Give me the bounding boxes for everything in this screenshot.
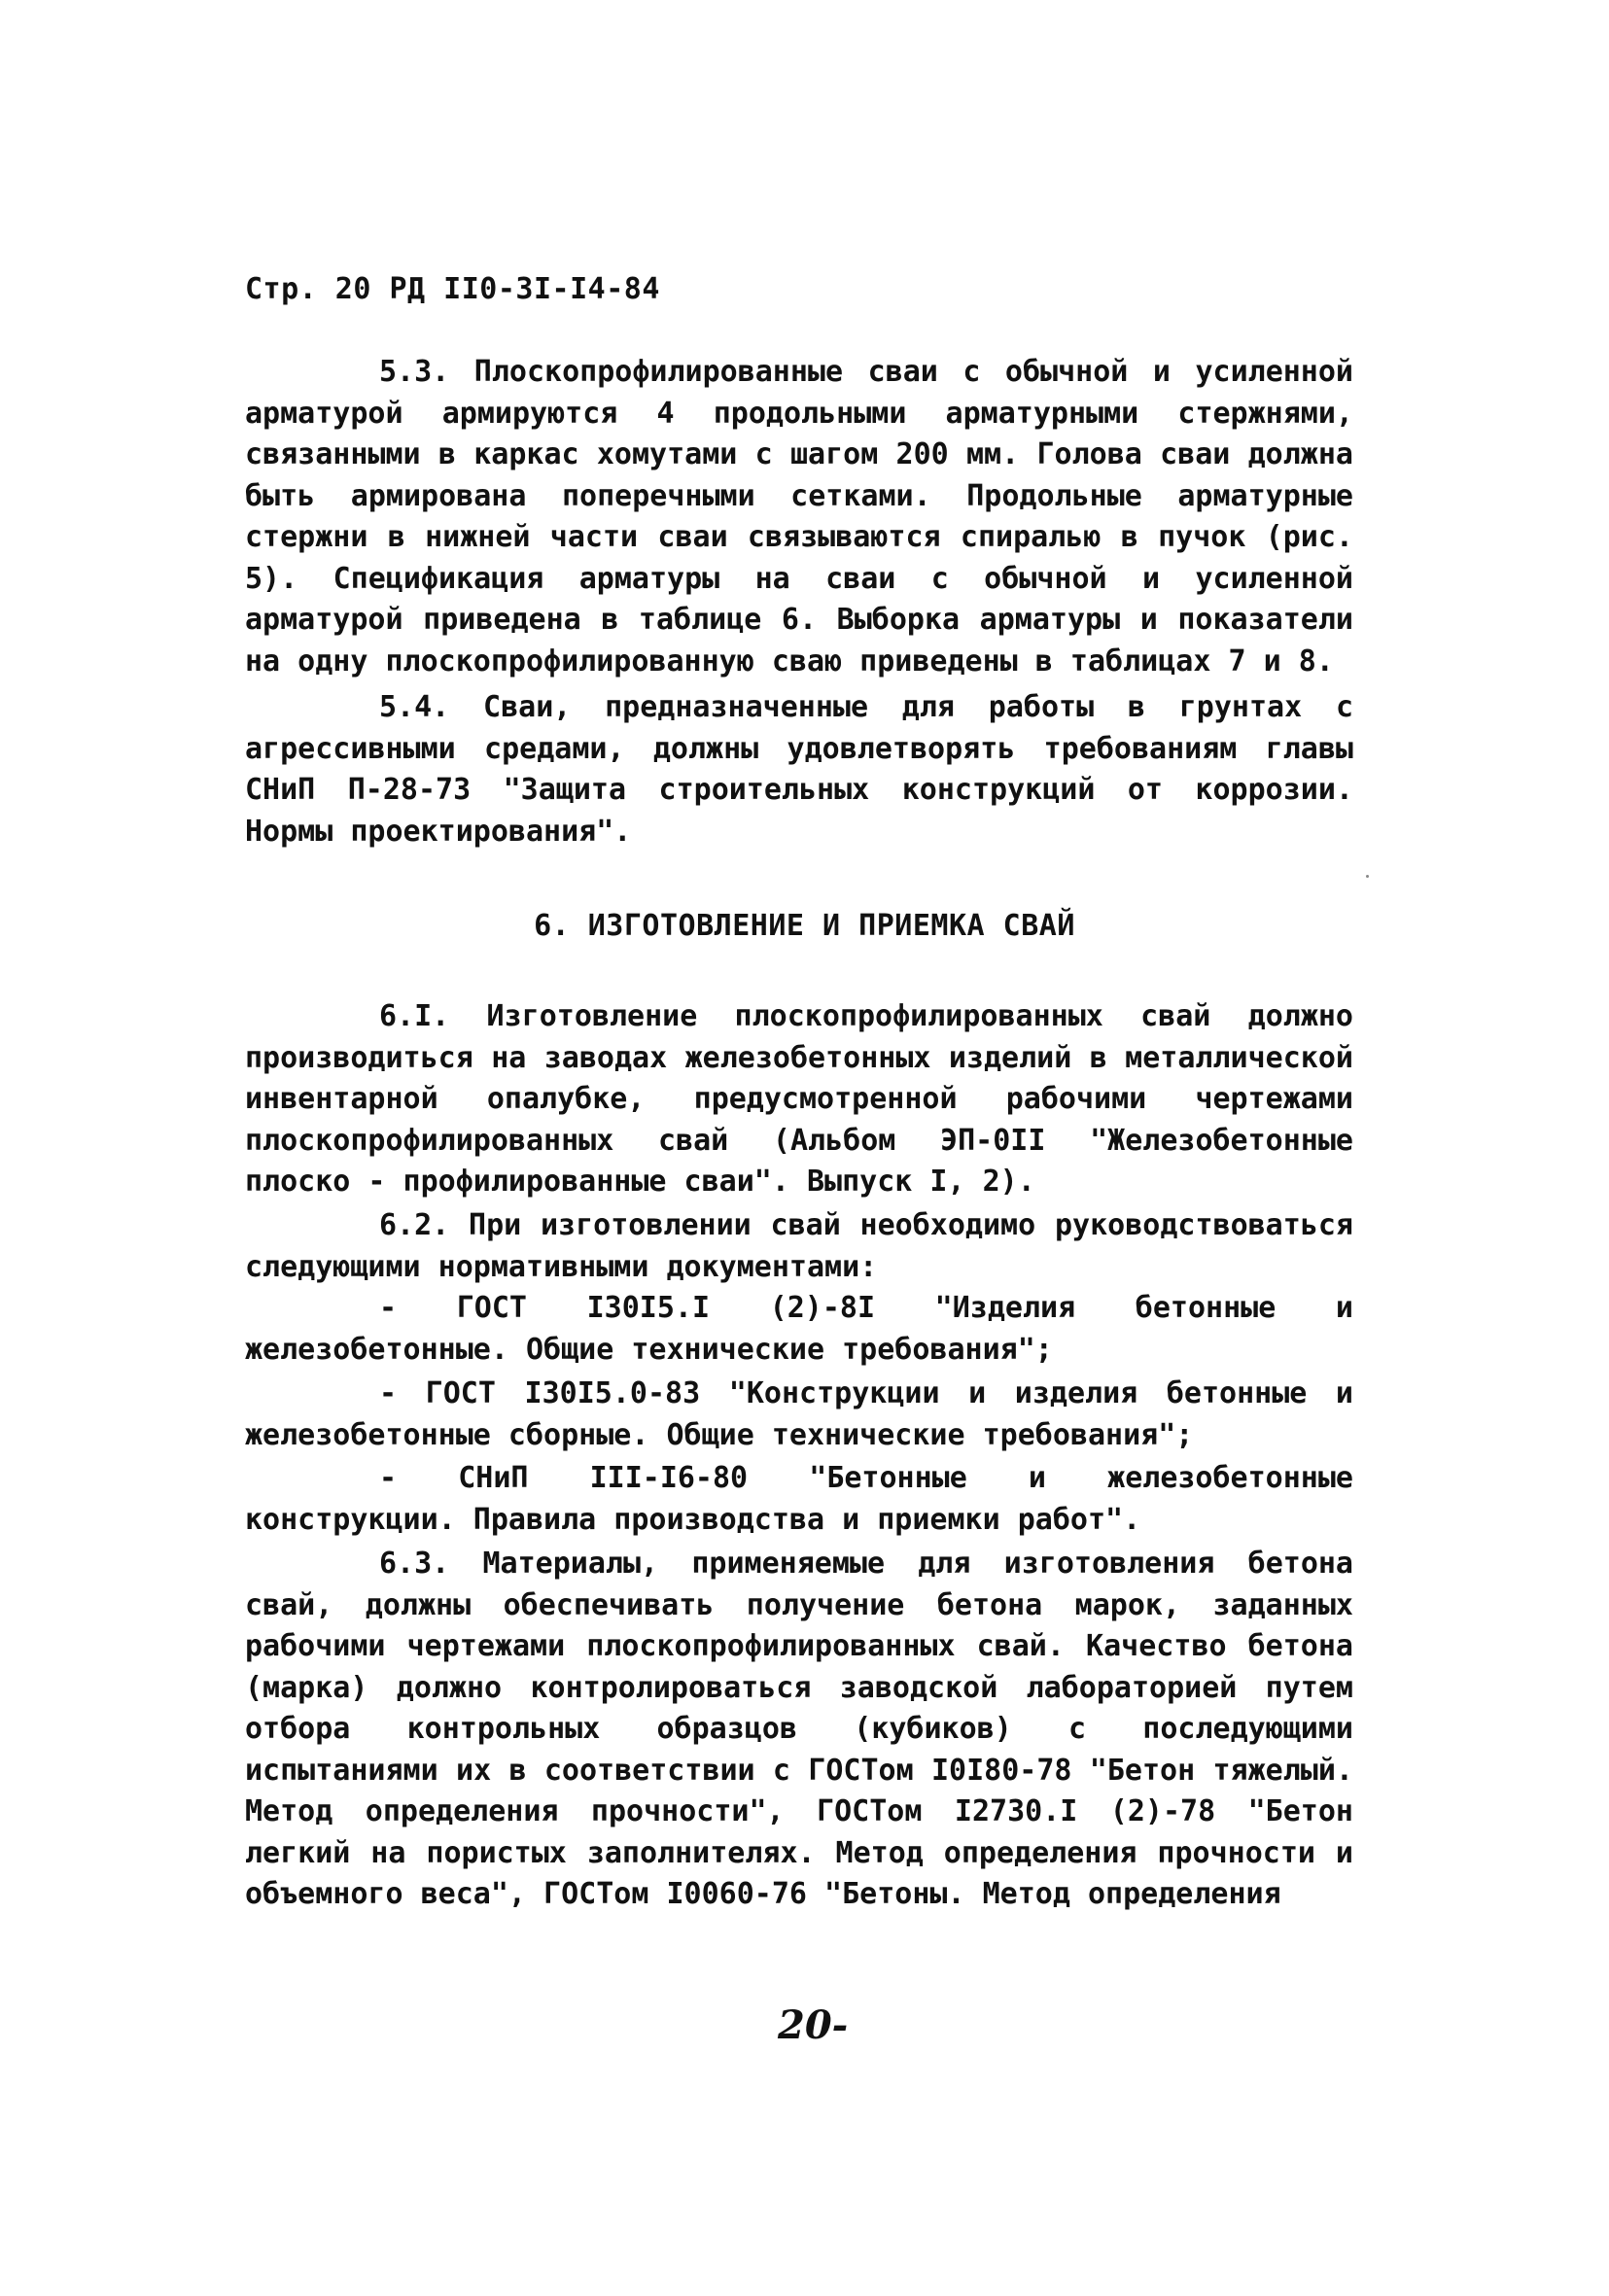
list-item-gost-13015-0: - ГОСТ I30I5.0-83 "Конструкции и изделия бетонные и железобетонные сборные. Общие технические требования"; xyxy=(245,1376,1353,1452)
paragraph-6-2: 6.2. При изготовлении свай необходимо руководствоваться следующими нормативными документами: xyxy=(245,1208,1353,1284)
paragraph-6-1: 6.I. Изготовление плоскопрофилированных свай должно производиться на заводах железобетонных изделий в металлической инвентарной опалубке, предусмотренной рабочими чертежами плоскопрофилированных свай (Альбом ЭП-0II "Железобетонные плоско - профилированные сваи". Выпуск I, 2). xyxy=(245,999,1353,1199)
list-item-gost-13015-1: - ГОСТ I30I5.I (2)-8I "Изделия бетонные и железобетонные. Общие технические требования"; xyxy=(245,1291,1353,1367)
section-6-title: 6. ИЗГОТОВЛЕНИЕ И ПРИЕМКА СВАЙ xyxy=(534,909,1075,943)
paragraph-5-3: 5.3. Плоскопрофилированные сваи с обычной и усиленной арматурой армируются 4 продольными арматурными стержнями, связанными в каркас хомутами с шагом 200 мм. Голова сваи должна быть армирована поперечными сетками. Продольные арматурные стержни в нижней части сваи связываются спиралью в пучок (рис. 5). Спецификация арматуры на сваи с обычной и усиленной арматурой приведена в таблице 6. Выборка арматуры и показатели на одну плоскопрофилированную сваю приведены в таблицах 7 и 8. xyxy=(245,355,1353,678)
scan-speck xyxy=(1366,875,1369,878)
paragraph-5-4: 5.4. Сваи, предназначенные для работы в грунтах с агрессивными средами, должны удовлетворять требованиям главы СНиП П-28-73 "Защита строительных конструкций от коррозии. Нормы проектирования". xyxy=(245,690,1353,849)
list-item-snip-iii-16-80: - СНиП III-I6-80 "Бетонные и железобетонные конструкции. Правила производства и приемки работ". xyxy=(245,1461,1353,1537)
page-header: Стр. 20 РД II0-3I-I4-84 xyxy=(245,272,660,306)
page-number: 20- xyxy=(778,2002,849,2048)
paragraph-6-3: 6.3. Материалы, применяемые для изготовления бетона свай, должны обеспечивать получение бетона марок, заданных рабочими чертежами плоскопрофилированных свай. Качество бетона (марка) должно контролироваться заводской лабораторией путем отбора контрольных образцов (кубиков) с последующими испытаниями их в соответствии с ГОСТом I0I80-78 "Бетон тяжелый. Метод определения прочности", ГОСТом I2730.I (2)-78 "Бетон легкий на пористых заполнителях. Метод определения прочности и объемного веса", ГОСТом I0060-76 "Бетоны. Метод определения xyxy=(245,1547,1353,1911)
